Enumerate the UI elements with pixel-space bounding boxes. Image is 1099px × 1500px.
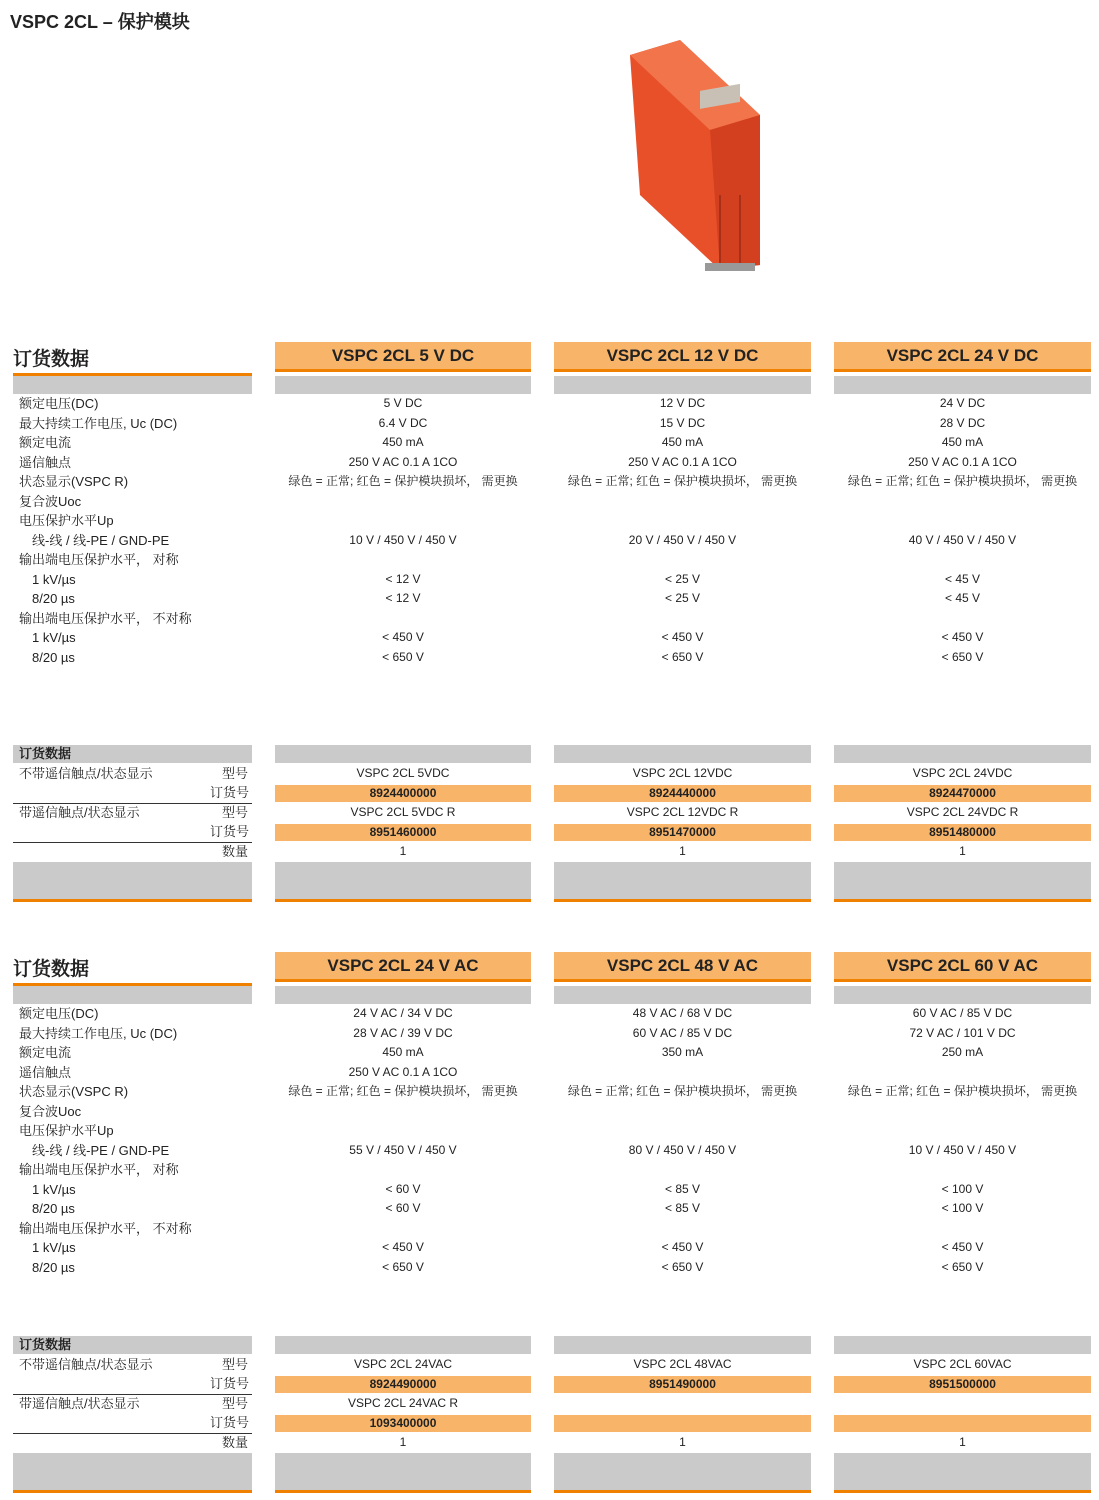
spec-value: < 100 V xyxy=(941,1181,984,1196)
spec-value: 15 V DC xyxy=(659,415,706,430)
spec-label: 复合波Uoc xyxy=(19,493,82,509)
quantity-value: 1 xyxy=(959,844,966,858)
spec-value: 450 mA xyxy=(382,1045,424,1059)
footer-gray-block xyxy=(275,1453,531,1490)
spec-value: 20 V / 450 V / 450 V xyxy=(628,532,737,547)
spec-value: 72 V AC / 101 V DC xyxy=(909,1025,1016,1040)
spec-value: 450 mA xyxy=(382,435,424,449)
footer-rule xyxy=(834,1490,1091,1493)
spec-value: 10 V / 450 V / 450 V xyxy=(908,1142,1017,1157)
spec-value: 绿色 = 正常; 红色 = 保护模块损坏， 需更换 xyxy=(847,474,1078,488)
footer-rule xyxy=(275,899,531,902)
product-header: VSPC 2CL 60 V AC xyxy=(834,952,1091,982)
spec-label: 线-线 / 线-PE / GND-PE xyxy=(32,1142,170,1158)
quantity-label: 数量 xyxy=(222,1435,249,1450)
spec-value: 12 V DC xyxy=(659,396,706,410)
spec-value: 250 V AC 0.1 A 1CO xyxy=(908,454,1017,469)
spec-label: 状态显示(VSPC R) xyxy=(19,1084,129,1099)
heading-gray-bar xyxy=(13,376,252,394)
spec-value: < 650 V xyxy=(941,649,984,664)
order-number: 8951460000 xyxy=(275,824,531,841)
spec-value: 24 V AC / 34 V DC xyxy=(353,1006,453,1020)
spec-value: < 450 V xyxy=(661,1240,704,1254)
footer-gray-block xyxy=(834,862,1091,899)
spec-value: < 650 V xyxy=(661,649,704,664)
spec-value: 40 V / 450 V / 450 V xyxy=(908,532,1017,547)
spec-label: 额定电流 xyxy=(19,1045,72,1060)
without-contact-label: 不带遥信触点/状态显示 xyxy=(19,1357,153,1372)
order-gray-bar xyxy=(275,745,531,763)
spec-value: < 25 V xyxy=(664,591,701,605)
product-gray-bar xyxy=(554,986,811,1004)
type-value: VSPC 2CL 24VDC R xyxy=(906,805,1019,819)
product-header: VSPC 2CL 12 V DC xyxy=(554,342,811,372)
product-header: VSPC 2CL 5 V DC xyxy=(275,342,531,372)
spec-value: < 45 V xyxy=(944,591,981,605)
spec-value: 6.4 V DC xyxy=(378,415,428,430)
order-no-label: 订货号 xyxy=(210,1415,250,1430)
spec-value: 250 V AC 0.1 A 1CO xyxy=(628,454,737,469)
order-number: 1093400000 xyxy=(275,1415,531,1432)
spec-label: 最大持续工作电压, Uc (DC) xyxy=(19,415,178,431)
order-number: 8951470000 xyxy=(554,824,811,841)
spec-value: 绿色 = 正常; 红色 = 保护模块损坏， 需更换 xyxy=(567,1084,798,1098)
spec-label: 1 kV/µs xyxy=(32,1240,76,1255)
order-number: 8924470000 xyxy=(834,785,1091,802)
spec-label: 输出端电压保护水平， 不对称 xyxy=(19,1220,192,1236)
spec-value: < 650 V xyxy=(382,649,424,664)
order-no-label: 订货号 xyxy=(210,1376,250,1391)
spec-label: 额定电压(DC) xyxy=(19,1006,99,1021)
spec-value: < 45 V xyxy=(944,571,981,586)
section-heading: 订货数据 xyxy=(13,349,90,370)
spec-label: 电压保护水平Up xyxy=(19,513,114,528)
quantity-label: 数量 xyxy=(222,844,249,859)
spec-label: 遥信触点 xyxy=(19,1064,72,1080)
order-number xyxy=(554,1415,811,1432)
footer-rule xyxy=(554,1490,811,1493)
spec-value: 绿色 = 正常; 红色 = 保护模块损坏， 需更换 xyxy=(288,1084,518,1098)
product-gray-bar xyxy=(834,986,1091,1004)
order-number: 8924440000 xyxy=(554,785,811,802)
spec-value: 450 mA xyxy=(661,435,704,449)
product-header: VSPC 2CL 48 V AC xyxy=(554,952,811,982)
order-no-label: 订货号 xyxy=(210,785,250,800)
spec-label: 输出端电压保护水平， 不对称 xyxy=(19,610,192,626)
spec-value: 250 mA xyxy=(941,1045,984,1059)
order-gray-bar xyxy=(554,745,811,763)
spec-value: < 450 V xyxy=(941,630,984,644)
product-image xyxy=(620,35,770,280)
order-number: 8924400000 xyxy=(275,785,531,802)
type-value: VSPC 2CL 48VAC xyxy=(633,1357,732,1371)
spec-value: 60 V AC / 85 V DC xyxy=(912,1006,1013,1020)
spec-label: 最大持续工作电压, Uc (DC) xyxy=(19,1025,178,1041)
spec-label: 状态显示(VSPC R) xyxy=(19,474,129,489)
spec-value: 60 V AC / 85 V DC xyxy=(632,1025,733,1040)
type-value: VSPC 2CL 60VAC xyxy=(913,1357,1012,1371)
spec-value: 48 V AC / 68 V DC xyxy=(632,1006,733,1020)
type-value: VSPC 2CL 24VAC R xyxy=(347,1396,459,1410)
spec-value: < 450 V xyxy=(382,1240,424,1254)
product-gray-bar xyxy=(554,376,811,394)
footer-gray-block xyxy=(554,862,811,899)
spec-label: 8/20 µs xyxy=(32,591,75,606)
spec-label: 输出端电压保护水平， 对称 xyxy=(19,552,179,567)
footer-gray-block xyxy=(275,862,531,899)
type-value: VSPC 2CL 5VDC R xyxy=(350,805,456,819)
spec-label: 额定电流 xyxy=(19,435,72,450)
footer-rule xyxy=(13,899,252,902)
spec-label: 1 kV/µs xyxy=(32,571,76,587)
spec-value: < 650 V xyxy=(661,1259,704,1274)
spec-value: 24 V DC xyxy=(939,396,986,410)
quantity-value: 1 xyxy=(399,1435,407,1449)
order-gray-bar xyxy=(834,745,1091,763)
type-value: VSPC 2CL 24VDC xyxy=(912,766,1013,780)
type-label: 型号 xyxy=(222,1357,249,1372)
order-number: 8924490000 xyxy=(275,1376,531,1393)
order-number: 8951500000 xyxy=(834,1376,1091,1393)
spec-value: 250 V AC 0.1 A 1CO xyxy=(348,1064,458,1079)
product-header: VSPC 2CL 24 V AC xyxy=(275,952,531,982)
type-label: 型号 xyxy=(222,805,249,820)
spec-value: < 650 V xyxy=(941,1259,984,1274)
spec-label: 线-线 / 线-PE / GND-PE xyxy=(32,532,170,548)
order-heading: 订货数据 xyxy=(13,1336,252,1354)
type-value: VSPC 2CL 5VDC xyxy=(356,766,450,780)
footer-gray-block xyxy=(834,1453,1091,1490)
order-gray-bar xyxy=(834,1336,1091,1354)
spec-value: < 85 V xyxy=(664,1181,701,1196)
spec-value: 250 V AC 0.1 A 1CO xyxy=(348,454,458,469)
spec-value: < 450 V xyxy=(382,630,424,644)
product-header: VSPC 2CL 24 V DC xyxy=(834,342,1091,372)
order-number xyxy=(834,1415,1091,1432)
order-heading: 订货数据 xyxy=(13,745,252,763)
type-label: 型号 xyxy=(222,766,249,781)
product-gray-bar xyxy=(275,376,531,394)
spec-value: 80 V / 450 V / 450 V xyxy=(628,1142,737,1157)
spec-value: < 85 V xyxy=(664,1201,701,1215)
type-value: VSPC 2CL 12VDC xyxy=(632,766,733,780)
product-gray-bar xyxy=(275,986,531,1004)
quantity-value: 1 xyxy=(679,844,686,858)
spec-value: 5 V DC xyxy=(383,396,423,410)
quantity-value: 1 xyxy=(679,1435,686,1449)
spec-label: 8/20 µs xyxy=(32,1259,75,1275)
type-value: VSPC 2CL 24VAC xyxy=(353,1357,453,1371)
order-no-label: 订货号 xyxy=(210,824,250,839)
footer-rule xyxy=(834,899,1091,902)
footer-gray-block xyxy=(554,1453,811,1490)
spec-value: < 100 V xyxy=(941,1201,984,1215)
spec-value: < 12 V xyxy=(385,571,421,586)
section-heading: 订货数据 xyxy=(13,959,90,980)
divider xyxy=(13,842,252,843)
spec-value: 绿色 = 正常; 红色 = 保护模块损坏， 需更换 xyxy=(847,1084,1078,1098)
spec-value: 10 V / 450 V / 450 V xyxy=(349,532,457,547)
without-contact-label: 不带遥信触点/状态显示 xyxy=(19,766,153,781)
spec-value: 55 V / 450 V / 450 V xyxy=(349,1142,457,1157)
spec-value: 28 V AC / 39 V DC xyxy=(353,1025,453,1040)
spec-value: < 60 V xyxy=(385,1201,421,1215)
spec-value: < 12 V xyxy=(385,591,421,605)
spec-value: 450 mA xyxy=(941,435,984,449)
with-contact-label: 带遥信触点/状态显示 xyxy=(19,1396,140,1411)
spec-label: 额定电压(DC) xyxy=(19,396,99,411)
spec-value: < 25 V xyxy=(664,571,701,586)
footer-rule xyxy=(275,1490,531,1493)
spec-label: 1 kV/µs xyxy=(32,630,76,645)
spec-label: 1 kV/µs xyxy=(32,1181,76,1197)
spec-label: 遥信触点 xyxy=(19,454,72,470)
type-label: 型号 xyxy=(222,1396,249,1411)
spec-value: 28 V DC xyxy=(939,415,986,430)
footer-gray-block xyxy=(13,1453,252,1490)
spec-value: 绿色 = 正常; 红色 = 保护模块损坏， 需更换 xyxy=(288,474,518,488)
footer-rule xyxy=(554,899,811,902)
spec-label: 电压保护水平Up xyxy=(19,1123,114,1138)
page-title: VSPC 2CL – 保护模块 xyxy=(10,12,190,32)
spec-value: < 450 V xyxy=(941,1240,984,1254)
type-value: VSPC 2CL 12VDC R xyxy=(626,805,739,819)
divider xyxy=(13,1433,252,1434)
spec-value: < 650 V xyxy=(382,1259,424,1274)
spec-label: 8/20 µs xyxy=(32,649,75,665)
spec-value: 绿色 = 正常; 红色 = 保护模块损坏， 需更换 xyxy=(567,474,798,488)
order-number: 8951480000 xyxy=(834,824,1091,841)
footer-rule xyxy=(13,1490,252,1493)
with-contact-label: 带遥信触点/状态显示 xyxy=(19,805,140,820)
spec-value: < 450 V xyxy=(661,630,704,644)
product-gray-bar xyxy=(834,376,1091,394)
heading-gray-bar xyxy=(13,986,252,1004)
spec-value: < 60 V xyxy=(385,1181,421,1196)
spec-label: 8/20 µs xyxy=(32,1201,75,1216)
spec-label: 复合波Uoc xyxy=(19,1103,82,1119)
order-gray-bar xyxy=(554,1336,811,1354)
quantity-value: 1 xyxy=(959,1435,966,1449)
order-gray-bar xyxy=(275,1336,531,1354)
quantity-value: 1 xyxy=(399,844,407,858)
footer-gray-block xyxy=(13,862,252,899)
order-number: 8951490000 xyxy=(554,1376,811,1393)
spec-label: 输出端电压保护水平， 对称 xyxy=(19,1162,179,1177)
spec-value: 350 mA xyxy=(661,1045,704,1059)
